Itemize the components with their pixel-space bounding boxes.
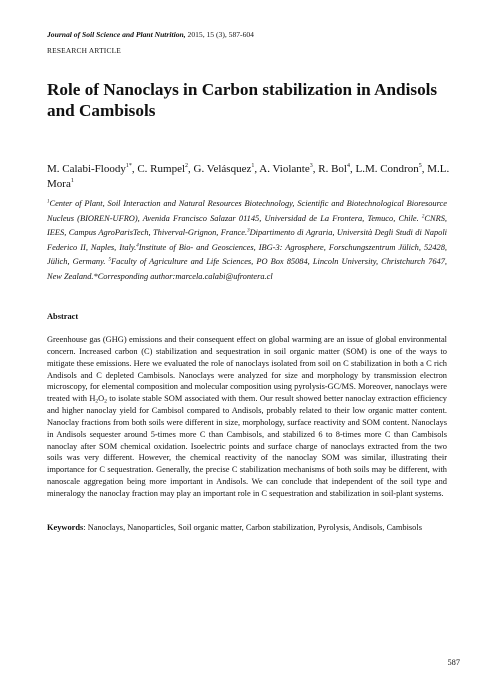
affiliation-text: Institute of Bio- and Geosciences, IBG-3: Agrosphere, Forschungszentrum Jülich, 52428, Jülich, Germany. (47, 242, 447, 266)
abstract-text-mid: O (98, 394, 105, 404)
author-separator: , (131, 163, 138, 175)
journal-name: Journal of Soil Science and Plant Nutrition, (47, 30, 186, 39)
author-separator: , (421, 163, 428, 175)
author-name: G. Velásquez (193, 163, 252, 175)
subscript: 2 (95, 398, 99, 405)
affiliation-mark: 3 (247, 228, 250, 234)
abstract-text-part1: Greenhouse gas (GHG) emissions and their consequent effect on global warming are an issue of global environmental concern. Increased carbon (C) stabilization and sequestration in soil organic matter (SOM) is one of the ways to mitigate these emissions. Here we evaluated the role of nanoclays isolated from soil on C stabilization in both a C rich Andisols and C depleted Cambisols. Nanoclays were analyzed for size and morphology by transmission electron microscopy, for elemental composition and molecular composition using pyrolysis-GC/MS. Moreover, nanoclays were treated with H (47, 335, 447, 404)
author-affiliation-mark: 1 (70, 178, 74, 184)
author-affiliation-mark: 1* (125, 163, 132, 169)
author-separator: , (254, 163, 260, 175)
abstract-body (47, 334, 447, 500)
keywords-label: Keywords (47, 523, 84, 532)
subscript: 2 (104, 398, 107, 405)
author-affiliation-mark: 1 (251, 163, 255, 169)
journal-volume-pages: 2015, 15 (3), 587-604 (185, 30, 254, 39)
affiliation-text: Center of Plant, Soil Interaction and Natural Resources Biotechnology, Scientific and Biotechnological Bioresource Nucleus (BIOREN-UFRO), Avenida Francisco Salazar 01145, Universidad de La Frontera, Temuco, Chile. (47, 199, 447, 223)
affiliation-mark: 2 (421, 214, 425, 219)
affiliation-text: CNRS, IEES, Campus AgroParisTech, Thiverval-Grignon, France. (47, 213, 447, 237)
author-name: L.M. Condron (355, 163, 419, 175)
affiliation-mark: 1 (47, 199, 50, 205)
journal-citation-line (47, 30, 467, 40)
author-affiliation-mark: 3 (309, 163, 313, 169)
author-affiliation-mark: 4 (346, 163, 350, 169)
affiliation-mark: 5 (108, 257, 112, 263)
author-list (47, 162, 467, 192)
author-name: M.L. Mora (47, 163, 450, 190)
abstract-text-part2: to isolate stable SOM associated with them. Our result showed better nanoclay extraction efficiency and higher nanoclay yield for Cambisol compared to Andisols, probably related to their low organic matter content. Nanoclay fractions from both soils were different in size, morphology, surface reactivity and SOM content. Nanoclays in Andisols sequester around 5-times more C than Cambisols, and stabilized 6 to 8-times more C than Cambisols nanoclay after SOM chemical oxidation. Isoelectric points and surface charge of nanoclays extracted from the two soils was very different. However, the chemical reactivity of the nanoclay SOM was similar, illustrating their importance for C sequestration. Generally, the precise C stabilization mechanisms of both soils may be different, with nanoscale aggregation being more important in Andisols. We can conclude that independent of the soil type and mineralogy the nanoclay fraction may play an important role in C sequestration and stabilization in soil-plant systems. (47, 394, 447, 498)
author-name: A. Violante (259, 163, 310, 175)
author-separator: , (349, 163, 356, 175)
author-affiliation-mark: 5 (418, 163, 422, 169)
author-name: R. Bol (318, 163, 347, 175)
author-affiliation-mark: 2 (185, 163, 189, 169)
author-separator: , (312, 163, 319, 175)
abstract-heading: Abstract (47, 312, 79, 321)
keywords (47, 522, 457, 533)
affiliation-text: Dipartimento di Agraria, Università Degli Studi di Napoli Federico II, Naples, Italy. (47, 228, 447, 252)
keywords-text: : Nanoclays, Nanoparticles, Soil organic matter, Carbon stabilization, Pyrolysis, Andisols, Cambisols (83, 523, 422, 532)
article-type: RESEARCH ARTICLE (47, 46, 121, 55)
author-separator: , (188, 163, 194, 175)
affiliation-text: Faculty of Agriculture and Life Sciences, PO Box 85084, Lincoln University, Christchurch 7647, New Zealand.*Corresponding author:marcela.calabi@ufrontera.cl (47, 257, 447, 281)
affiliations (47, 197, 447, 284)
article-title: Role of Nanoclays in Carbon stabilization in Andisols and Cambisols (47, 80, 438, 120)
author-name: C. Rumpel (137, 163, 186, 175)
author-name: M. Calabi-Floody (47, 163, 126, 175)
affiliation-mark: 4 (136, 243, 139, 248)
page-number: 587 (447, 658, 460, 667)
